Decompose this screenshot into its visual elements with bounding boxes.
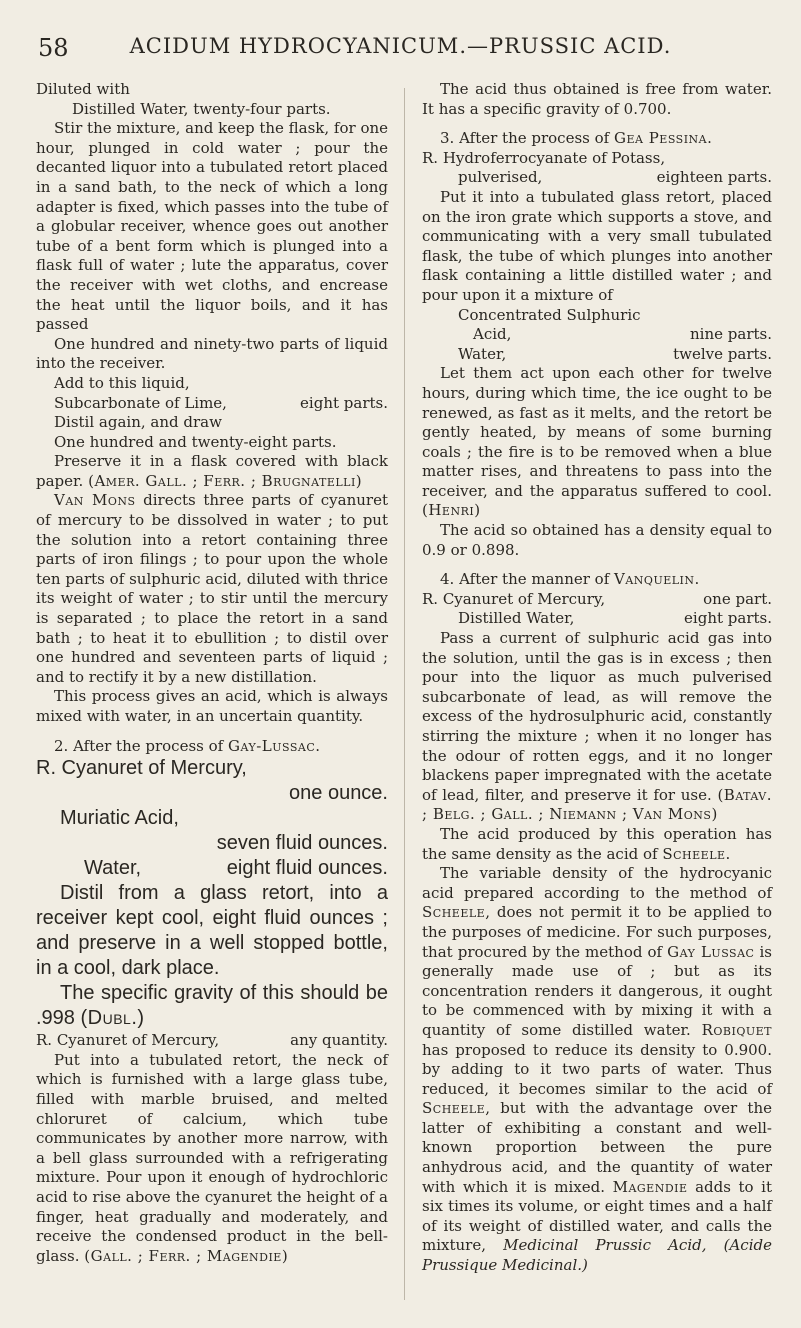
paragraph: Add to this liquid, — [54, 373, 190, 392]
recipe-qty: one ounce. — [289, 782, 388, 805]
paragraph: This process gives an acid, which is always mixed with water, in an uncertain quantity. — [36, 687, 388, 725]
gay-lussac-recipe — [36, 756, 388, 1031]
paragraph: Pass a current of sulphuric acid gas into the solution, until the gas is in excess ; then pour into the liquor as much pulverised subcarbonate of lead, as will remove the excess of the hydrosulphuric acid, constantly stirring the mixture ; when it no longer has the odour of rotten eggs, and it no longer blackens paper impregnated with the acetate of lead, filter, and preserve it for use. (Batav. ; Belg. ; Gall. ; Niemann ; Van Mons) — [422, 629, 772, 824]
paragraph: Preserve it in a flask covered with black paper. (Amer. Gall. ; Ferr. ; Brugnatelli) — [36, 452, 388, 490]
page-header — [0, 16, 801, 62]
reference: (Amer. Gall. ; Ferr. ; Brugnatelli) — [88, 471, 363, 490]
running-title: ACIDUM HYDROCYANICUM.—PRUSSIC ACID. — [129, 34, 672, 58]
right-column — [422, 80, 772, 1276]
recipe-row: Acid, nine parts. — [473, 325, 772, 344]
recipe-row: Water, eight fluid ounces. — [84, 857, 388, 880]
recipe-row: Water, twelve parts. — [458, 344, 772, 363]
paragraph: One hundred and ninety-two parts of liquid into the receiver. — [36, 334, 388, 373]
page-number: 58 — [38, 34, 69, 62]
recipe-line: R. Hydroferrocyanate of Potass, — [422, 148, 666, 167]
recipe-line: Muriatic Acid, — [60, 807, 179, 830]
paragraph: Put into a tubulated retort, the neck of which is furnished with a large glass tube, filled with marble bruised, and melted chloruret of calcium, which tube communicates by another more narrow, with a bell glass surrounded with a refrigerating mixture. Pour upon it enough of hydrochloric acid to rise above the cyanuret the height of a finger, heat gradually and moderately, and receive the condensed product in the bell-glass. (Gall. ; Ferr. ; Magendie) — [36, 1050, 388, 1265]
author-name: Van Mons — [54, 491, 136, 510]
paragraph: Distil from a glass retort, into a receiver kept cool, eight fluid ounces ; and preserve in a well stopped bottle, in a cool, dark place. — [36, 882, 388, 980]
column-divider — [404, 88, 405, 1300]
section-heading: 2. After the process of Gay-Lussac. — [54, 736, 321, 755]
recipe-line: R. Cyanuret of Mercury, — [36, 757, 247, 780]
paragraph: The specific gravity of this should be .998 (Dubl.) — [36, 982, 388, 1030]
paragraph: The acid produced by this operation has the same density as the acid of Scheele. — [422, 824, 772, 863]
diluted-line: Diluted with — [36, 80, 130, 98]
recipe-row: R. Cyanuret of Mercury, any quantity. — [36, 1031, 388, 1050]
section-heading: 4. After the manner of Vanquelin. — [440, 570, 700, 589]
paragraph: Stir the mixture, and keep the flask, for one hour, plunged in cold water ; pour the decanted liquor into a tubulated retort placed in a sand bath, to the neck of which a long adapter is fixed, which passes into the tube of a globular receiver, whence goes out another tube of a bent form which is plunged into a flask full of water ; lute the apparatus, cover the receiver with wet cloths, and encrease the heat until the liquor boils, and it has passed — [36, 119, 389, 334]
paragraph: Distil again, and draw — [54, 413, 222, 432]
paragraph: Let them act upon each other for twelve hours, during which time, the ice ought to be renewed, as fast as it melts, and the retort be gently heated, by means of some burning coals ; the fire is to be removed when a blue matter rises, and threatens to pass into the receiver, and the apparatus suffered to cool. (Henri) — [422, 364, 772, 520]
paragraph: The variable density of the hydrocyanic acid prepared according to the method of Scheele, does not permit it to be applied to the purposes of medicine. For such purposes, that procured by the method of Gay Lussac is generally made use of ; but as its concentration renders it dangerous, it ought to be commenced with by mixing it with a quantity of some distilled water. Robiquet has proposed to reduce its density to 0.900. by adding to it two parts of water. Thus reduced, it becomes similar to the acid of Scheele, but with the advantage over the latter of exhibiting a constant and well-known proportion between the pure anhydrous acid, and the quantity of water with which it is mixed. Magendie adds to it six times its volume, or eight times and a half of its weight of distilled water, and calls the mixture, Medicinal Prussic Acid, (Acide Prussique Medicinal.) — [422, 864, 773, 1275]
section-heading: 3. After the process of Gea Pessina. — [440, 129, 713, 148]
recipe-row: Distilled Water, eight parts. — [458, 609, 772, 628]
recipe-row: Subcarbonate of Lime, eight parts. — [54, 393, 388, 412]
recipe-row: pulverised, eighteen parts. — [458, 168, 772, 187]
paragraph: One hundred and twenty-eight parts. — [54, 432, 337, 451]
distilled-water-line: Distilled Water, twenty-four parts. — [72, 99, 331, 118]
recipe-row: R. Cyanuret of Mercury, one part. — [422, 589, 772, 608]
paragraph: Put it into a tubulated glass retort, placed on the iron grate which supports a stove, and communicating with a very small tubulated flask, the tube of which plunges into another flask containing a little distilled water ; and pour upon it a mixture of — [422, 187, 772, 304]
recipe-qty: seven fluid ounces. — [216, 832, 388, 855]
paragraph: Van Mons directs three parts of cyanuret of mercury to be dissolved in water ; to put the solution into a retort containing three parts of iron filings ; to pour upon the whole ten parts of sulphuric acid, diluted with thrice its weight of water ; to stir until the mercury is separated ; to place the retort in a sand bath ; to heat it to ebullition ; to distil over one hundred and seventeen parts of liquid ; and to rectify it by a new distillation. — [36, 491, 388, 686]
paragraph: The acid thus obtained is free from water. It has a specific gravity of 0.700. — [422, 80, 772, 118]
recipe-line: Concentrated Sulphuric — [458, 305, 641, 324]
left-column — [36, 80, 388, 1266]
paragraph: The acid so obtained has a density equal to 0.9 or 0.898. — [422, 521, 772, 559]
